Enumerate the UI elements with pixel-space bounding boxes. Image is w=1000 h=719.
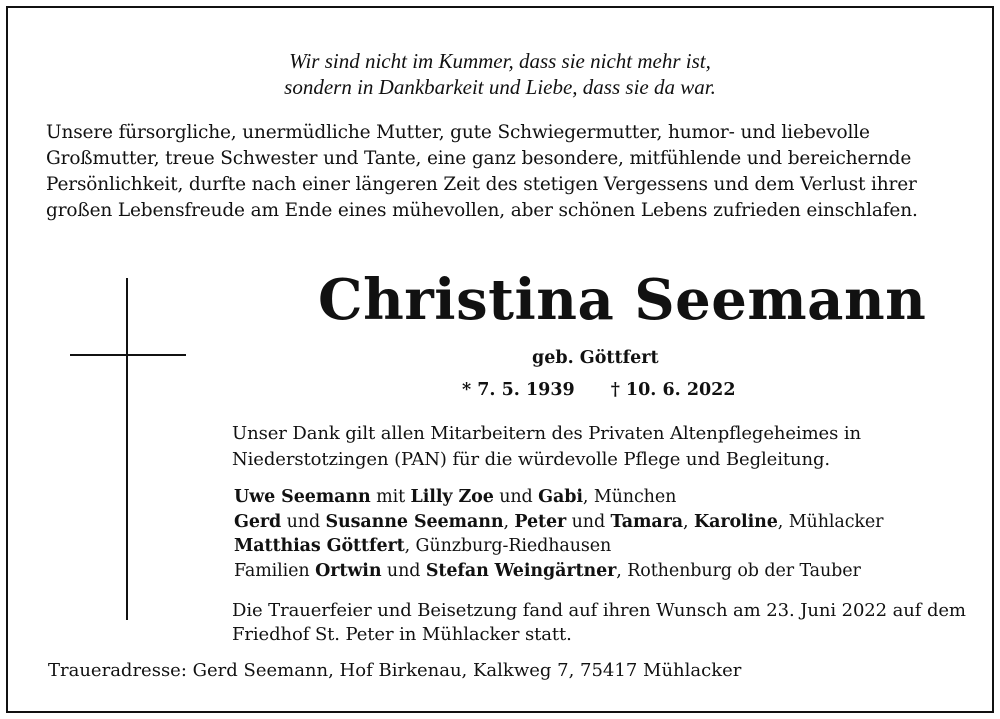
mourner-name: Peter [514,511,567,532]
mourner-name: Stefan Weingärtner [425,560,617,581]
mourner-name: Gabi [538,487,583,507]
death-date: † 10. 6. 2022 [610,380,736,400]
obituary-notice [6,6,994,713]
mourner-text: und [381,560,426,581]
intro-paragraph: Unsere fürsorgliche, unermüdliche Mutter, gute Schwiegermutter, humor- und liebevolle Großmutter, treue Schwester und Tante, eine ganz besondere, mitfühlende und bereichernde Persönlichkeit, durfte nach einer längeren Zeit des stetigen Vergessens und dem Verlust ihrer großen Lebensfreude am Ende eines mühevollen, aber schönen Lebens zufrieden einschlafen. [46,122,918,221]
mourner-line [234,485,974,510]
mourners-list [234,485,974,583]
mourner-name: Ortwin [315,560,382,581]
motto-quote [8,48,992,100]
mourner-text: und [281,511,326,532]
mourner-text: , Mühlacker [777,511,884,532]
cross-vertical-bar [126,278,128,620]
deceased-name: Christina Seemann [318,267,927,333]
mourner-name: Uwe Seemann [234,487,371,507]
mourner-name: Susanne Seemann [325,511,504,532]
mourner-text: , München [582,487,677,507]
mourner-name: Karoline [693,511,778,532]
mourner-text: mit [370,487,411,507]
thanks-paragraph: Unser Dank gilt allen Mitarbeitern des Privaten Altenpflegeheimes in Niederstotzingen (PAN) für die würdevolle Pflege und Begleitung. [232,423,862,470]
funeral-paragraph: Die Trauerfeier und Beisetzung fand auf ihren Wunsch am 23. Juni 2022 auf dem Friedhof St. Peter in Mühlacker statt. [232,600,966,645]
mourner-text: , [683,511,694,532]
mourner-name: Tamara [610,511,684,532]
motto-line: sondern in Dankbarkeit und Liebe, dass sie da war. [284,75,716,99]
birth-name: geb. Göttfert [532,348,659,368]
mourner-text: , Günzburg-Riedhausen [404,536,612,556]
mourner-name: Matthias Göttfert [234,536,405,556]
mourner-text: und [566,511,611,532]
mourner-text: , [503,511,515,532]
mourner-line [234,559,974,584]
mourner-name: Lilly Zoe [410,487,494,507]
mourner-text: und [493,487,539,507]
birth-date: * 7. 5. 1939 [462,380,575,400]
mourner-text: Familien [234,560,316,581]
mourner-name: Gerd [234,511,282,532]
life-dates [462,378,736,402]
mourner-text: , Rothenburg ob der Tauber [616,560,861,581]
motto-line: Wir sind nicht im Kummer, dass sie nicht mehr ist, [289,49,711,73]
mourner-line [234,510,974,535]
mourning-address: Traueradresse: Gerd Seemann, Hof Birkenau, Kalkweg 7, 75417 Mühlacker [48,660,742,681]
cross-horizontal-bar [70,354,186,356]
mourner-line [234,534,974,559]
